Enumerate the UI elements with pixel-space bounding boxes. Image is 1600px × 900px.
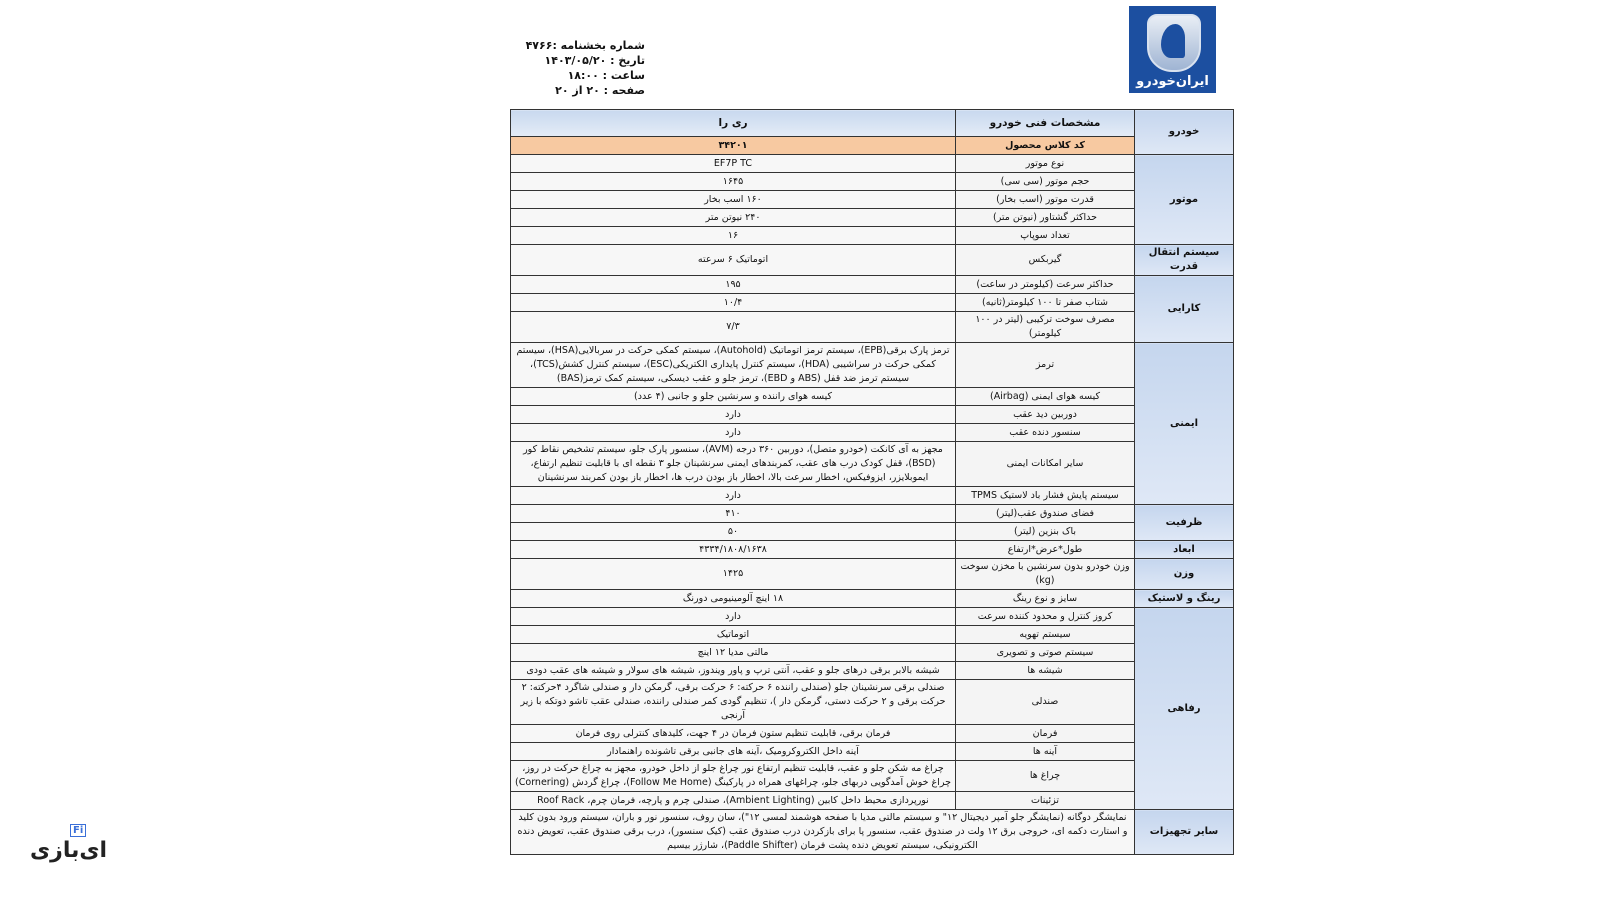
category-cell: وزن — [1135, 559, 1234, 590]
table-row — [511, 761, 1234, 792]
circular-date: تاریخ : ۱۴۰۳/۰۵/۲۰ — [544, 54, 645, 67]
table-row — [511, 505, 1234, 523]
ebazi-watermark-logo — [30, 825, 108, 863]
spec-name: کیسه هوای ایمنی (Airbag) — [956, 388, 1135, 406]
spec-value: ۱۹۵ — [511, 276, 956, 294]
spec-name: مصرف سوخت ترکیبی (لیتر در ۱۰۰ کیلومتر) — [956, 312, 1135, 343]
table-row — [511, 725, 1234, 743]
table-row — [511, 388, 1234, 406]
spec-value: ۴۱۰ — [511, 505, 956, 523]
spec-name: حداکثر سرعت (کیلومتر در ساعت) — [956, 276, 1135, 294]
spec-table — [510, 109, 1234, 855]
spec-name: وزن خودرو بدون سرنشین با مخزن سوخت (kg) — [956, 559, 1135, 590]
table-row — [511, 559, 1234, 590]
spec-name: فضای صندوق عقب(لیتر) — [956, 505, 1135, 523]
spec-name: باک بنزین (لیتر) — [956, 523, 1135, 541]
product-code-row — [511, 137, 1234, 155]
watermark-text: ای‌بازی — [30, 838, 108, 863]
spec-name: کروز کنترل و محدود کننده سرعت — [956, 608, 1135, 626]
table-row — [511, 644, 1234, 662]
table-row — [511, 743, 1234, 761]
table-row — [511, 680, 1234, 725]
table-row — [511, 245, 1234, 276]
spec-name: حداکثر گشتاور (نیوتن متر) — [956, 209, 1135, 227]
spec-name: آینه ها — [956, 743, 1135, 761]
spec-value: ۲۴۰ نیوتن متر — [511, 209, 956, 227]
product-code-label: کد کلاس محصول — [956, 137, 1135, 155]
spec-value: اتوماتیک — [511, 626, 956, 644]
spec-value: دارد — [511, 608, 956, 626]
spec-name: تعداد سوپاپ — [956, 227, 1135, 245]
spec-column-header: مشخصات فنی خودرو — [956, 110, 1135, 137]
table-row — [511, 155, 1234, 173]
table-row — [511, 424, 1234, 442]
spec-name: چراغ ها — [956, 761, 1135, 792]
spec-name: سیستم تهویه — [956, 626, 1135, 644]
category-cell: رینگ و لاستیک — [1135, 590, 1234, 608]
circular-time: ساعت : ۱۸:۰۰ — [567, 69, 645, 82]
spec-value: ۱۰/۴ — [511, 294, 956, 312]
spec-value: EF7P TC — [511, 155, 956, 173]
spec-value: ۱۶۰ اسب بخار — [511, 191, 956, 209]
logo-text: ایران‌خودرو — [1136, 74, 1209, 89]
table-row — [511, 608, 1234, 626]
spec-value: ۱۶۴۵ — [511, 173, 956, 191]
spec-value: صندلی برقی سرنشینان جلو (صندلی راننده ۶ حرکته: ۶ حرکت برقی، گرمکن دار و صندلی شاگرد ۴حرکته: ۲ حرکت برقی و ۲ حرکت دستی، گرمکن دار )، تنظیم گودی کمر صندلی راننده، صندلی عقب تاشو دوتکه با زیر آرنجی — [511, 680, 956, 725]
category-cell: موتور — [1135, 155, 1234, 245]
spec-name: شیشه ها — [956, 662, 1135, 680]
fi-badge-icon: Fi — [70, 824, 86, 837]
spec-name: سیستم پایش فشار باد لاستیک TPMS — [956, 487, 1135, 505]
spec-value: ۷/۳ — [511, 312, 956, 343]
spec-value: اتوماتیک ۶ سرعته — [511, 245, 956, 276]
category-cell: کارایی — [1135, 276, 1234, 343]
spec-value: ۴۳۳۴/۱۸۰۸/۱۶۳۸ — [511, 541, 956, 559]
table-row — [511, 294, 1234, 312]
category-cell: ایمنی — [1135, 343, 1234, 505]
table-row — [511, 487, 1234, 505]
spec-value: ۵۰ — [511, 523, 956, 541]
table-row — [511, 442, 1234, 487]
spec-value: دارد — [511, 487, 956, 505]
spec-value: شیشه بالابر برقی درهای جلو و عقب، آنتی ترپ و پاور ویندوز، شیشه های سولار و شیشه های عقب دودی — [511, 662, 956, 680]
product-code-value: ۳۴۲۰۱ — [511, 137, 956, 155]
table-row — [511, 662, 1234, 680]
spec-name: سنسور دنده عقب — [956, 424, 1135, 442]
table-row — [511, 191, 1234, 209]
table-row — [511, 227, 1234, 245]
category-cell: ابعاد — [1135, 541, 1234, 559]
table-row — [511, 590, 1234, 608]
spec-name: نوع موتور — [956, 155, 1135, 173]
spec-value: ۱۴۲۵ — [511, 559, 956, 590]
category-cell: رفاهی — [1135, 608, 1234, 810]
table-row — [511, 343, 1234, 388]
spec-name: تزئینات — [956, 792, 1135, 810]
spec-name: سایر امکانات ایمنی — [956, 442, 1135, 487]
table-row — [511, 523, 1234, 541]
spec-value: مالتی مدیا ۱۲ اینچ — [511, 644, 956, 662]
circular-page: صفحه : ۲۰ از ۲۰ — [555, 84, 645, 97]
spec-name: سیستم صوتی و تصویری — [956, 644, 1135, 662]
category-cell: سیستم انتقال قدرت — [1135, 245, 1234, 276]
spec-value: ۱۸ اینچ آلومینیومی دورنگ — [511, 590, 956, 608]
spec-name: ترمز — [956, 343, 1135, 388]
spec-name: دوربین دید عقب — [956, 406, 1135, 424]
table-row — [511, 810, 1234, 855]
spec-name: صندلی — [956, 680, 1135, 725]
circular-number: شماره بخشنامه :۴۷۶۶ — [525, 39, 645, 52]
spec-name: گیربکس — [956, 245, 1135, 276]
category-cell: سایر تجهیزات — [1135, 810, 1234, 855]
spec-value: دارد — [511, 424, 956, 442]
spec-name: قدرت موتور (اسب بخار) — [956, 191, 1135, 209]
table-row — [511, 626, 1234, 644]
spec-name: فرمان — [956, 725, 1135, 743]
category-cell: ظرفیت — [1135, 505, 1234, 541]
spec-value: ترمز پارک برقی(EPB)، سیستم ترمز اتوماتیک (Autohold)، سیستم کمکی حرکت در سربالایی(HSA)، سیستم کمکی حرکت در سراشیبی (HDA)، سیستم کنترل پایداری الکتریکی(ESC)، سیستم کنترل کشش(TCS)، سیستم ترمز ضد قفل (ABS و EBD)، ترمز جلو و عقب دیسکی، سیستم کمک ترمز(BAS) — [511, 343, 956, 388]
table-header-row — [511, 110, 1234, 137]
spec-name: حجم موتور (سی سی) — [956, 173, 1135, 191]
circular-info — [520, 38, 645, 98]
table-row — [511, 209, 1234, 227]
spec-value: دارد — [511, 406, 956, 424]
spec-value: مجهز به آی کانکت (خودرو متصل)، دوربین ۳۶۰ درجه (AVM)، سنسور پارک جلو، سیستم تشخیص نقاط کور (BSD)، قفل کودک درب های عقب، کمربندهای ایمنی سرنشینان جلو ۳ نقطه ای با قابلیت تنظیم ارتفاع، ایموبلایزر، ایزوفیکس، اخطار سرعت بالا، اخطار باز بودن درب ها، اخطار باز بودن کمربند سرنشینان — [511, 442, 956, 487]
spec-name: شتاب صفر تا ۱۰۰ کیلومتر(ثانیه) — [956, 294, 1135, 312]
spec-name: طول*عرض*ارتفاع — [956, 541, 1135, 559]
model-column-header: ری را — [511, 110, 956, 137]
spec-value: ۱۶ — [511, 227, 956, 245]
table-row — [511, 541, 1234, 559]
spec-value: چراغ مه شکن جلو و عقب، قابلیت تنظیم ارتفاع نور چراغ جلو از داخل خودرو، مجهز به چراغ حرکت در روز، چراغ خوش آمدگویی دربهای جلو، چراغهای همراه در پارکینگ (Follow Me Home)، چراغ گردش (Cornering) — [511, 761, 956, 792]
horse-shield-icon — [1147, 14, 1201, 72]
spec-value: فرمان برقی، قابلیت تنظیم ستون فرمان در ۴ جهت، کلیدهای کنترلی روی فرمان — [511, 725, 956, 743]
spec-value: نورپردازی محیط داخل کابین (Ambient Lighting)، صندلی چرم و پارچه، فرمان چرم، Roof Rack — [511, 792, 956, 810]
spec-name: سایز و نوع رینگ — [956, 590, 1135, 608]
iran-khodro-logo — [1129, 6, 1216, 93]
table-row — [511, 312, 1234, 343]
spec-value: کیسه هوای راننده و سرنشین جلو و جانبی (۴ عدد) — [511, 388, 956, 406]
spec-value: آینه داخل الکتروکرومیک ،آینه های جانبی برقی تاشونده راهنمادار — [511, 743, 956, 761]
category-car: خودرو — [1135, 110, 1234, 155]
table-row — [511, 406, 1234, 424]
table-row — [511, 276, 1234, 294]
spec-value: نمایشگر دوگانه (نمایشگر جلو آمپر دیجیتال ۱۲" و سیستم مالتی مدیا با صفحه هوشمند لمسی ۱۲")، سان روف، سنسور نور و باران، سیستم ورود بدون کلید و استارت دکمه ای، خروجی برق ۱۲ ولت در صندوق عقب، سنسور پا برای بازکردن درب صندوق عقب (کیک سنسور)، درب برقی صندوق عقب، تعویض دنده الکترونیکی، سیستم تعویض دنده پشت فرمان (Paddle Shifter)، شارژر بیسیم — [511, 810, 1135, 855]
table-row — [511, 173, 1234, 191]
table-row — [511, 792, 1234, 810]
